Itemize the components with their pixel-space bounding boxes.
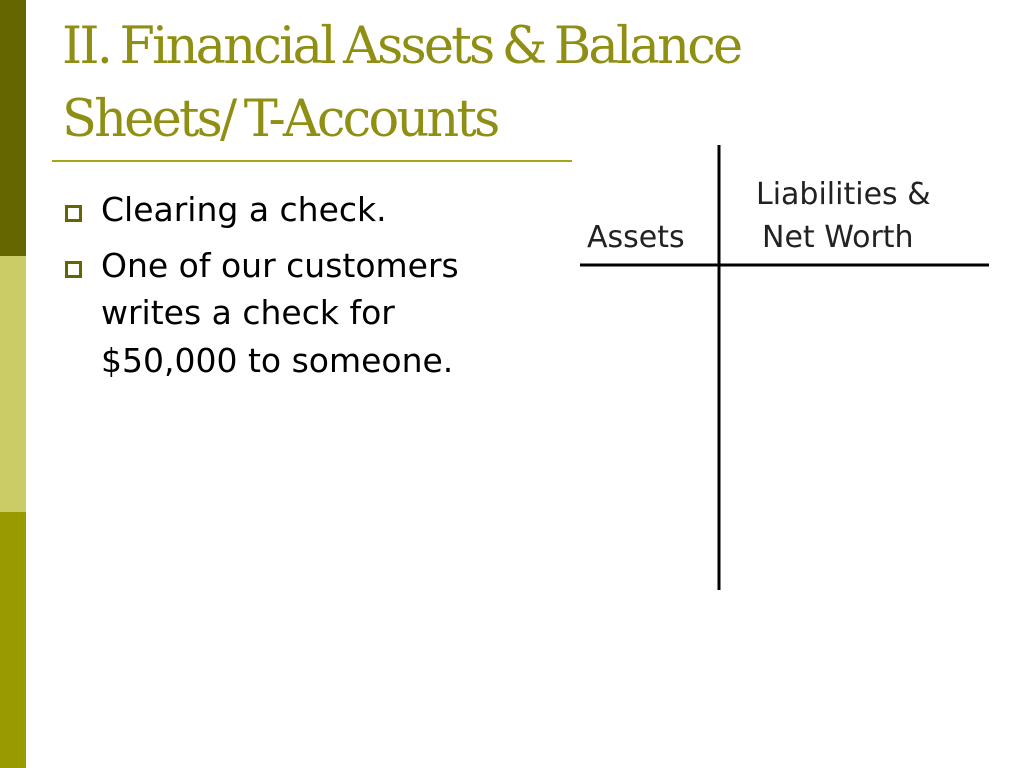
slide-title-line-2: Sheets/ T-Accounts bbox=[62, 90, 498, 149]
t-account-liabilities-header-line-2: Net Worth bbox=[762, 220, 914, 255]
bullet-text: Clearing a check. bbox=[101, 190, 387, 229]
t-account-assets-header: Assets bbox=[587, 220, 685, 255]
slide-title-line-1: II. Financial Assets & Balance bbox=[62, 17, 741, 76]
t-account-liabilities-header-line-1: Liabilities & bbox=[756, 177, 931, 212]
bullet-text: One of our customers writes a check for $50,000 to someone. bbox=[101, 245, 459, 380]
